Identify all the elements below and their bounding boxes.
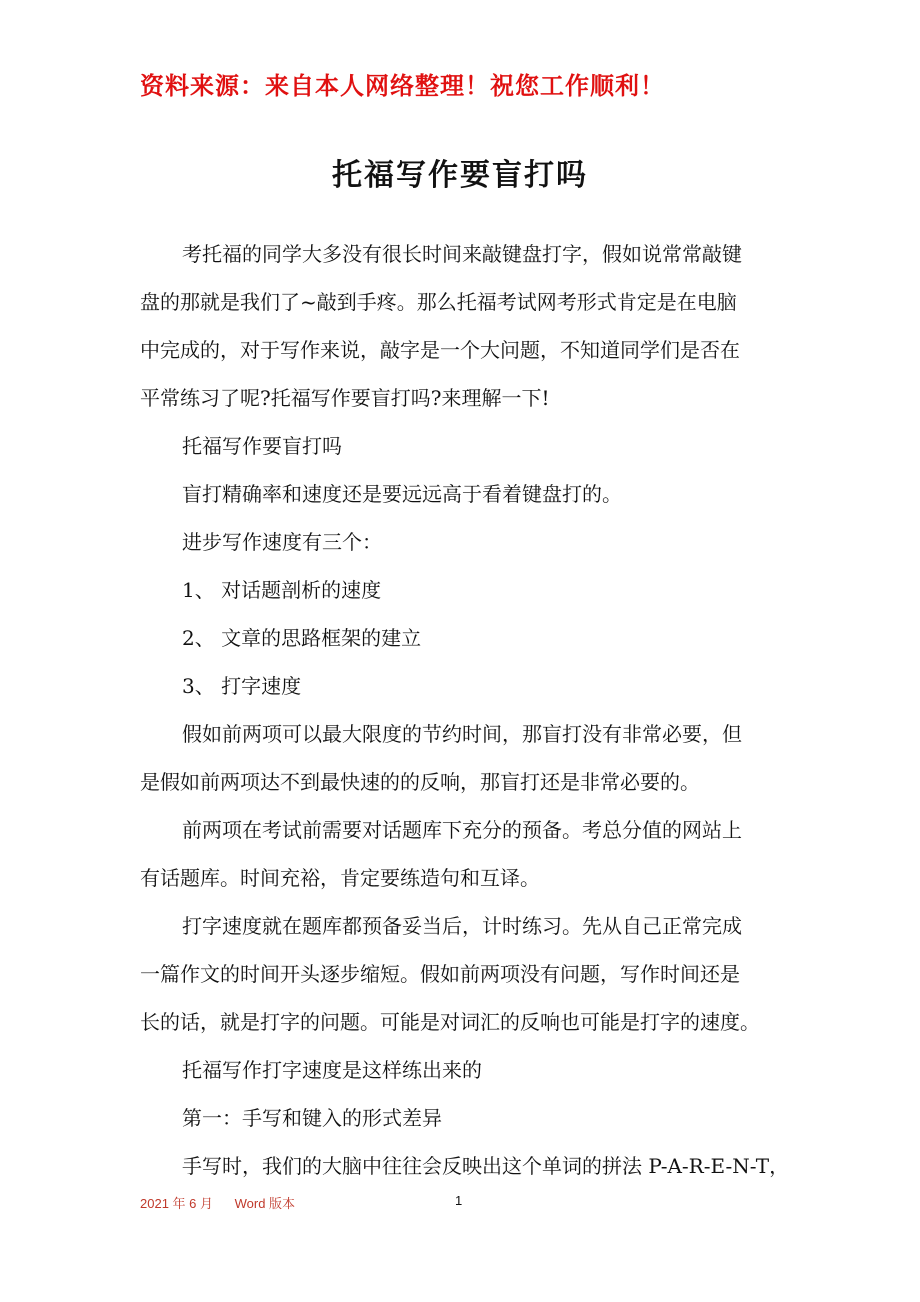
paragraph-line: 一篇作文的时间开头逐步缩短。假如前两项没有问题，写作时间还是 [140,962,740,986]
page-number: 1 [455,1193,463,1208]
source-header: 资料来源：来自本人网络整理！祝您工作顺利！ [140,72,665,100]
paragraph-line: 进步写作速度有三个： [182,530,382,554]
paragraph-line: 前两项在考试前需要对话题库下充分的预备。考总分值的网站上 [182,818,742,842]
section-heading: 托福写作打字速度是这样练出来的 [182,1058,482,1082]
list-item: 1、 对话题剖析的速度 [182,578,382,602]
document-body [140,230,788,1190]
paragraph-line: 中完成的，对于写作来说，敲字是一个大问题，不知道同学们是否在 [140,338,740,362]
paragraph-line: 手写时，我们的大脑中往往会反映出这个单词的拼法 P-A-R-E-N-T， [182,1154,790,1178]
section-heading: 托福写作要盲打吗 [182,434,342,458]
list-item: 2、 文章的思路框架的建立 [182,626,422,650]
paragraph-line: 打字速度就在题库都预备妥当后，计时练习。先从自己正常完成 [182,914,742,938]
footer-version: Word 版本 [234,1196,296,1211]
document-title: 托福写作要盲打吗 [332,158,588,193]
footer-date: 2021 年 6 月 [140,1196,213,1211]
paragraph-line: 长的话，就是打字的问题。可能是对词汇的反响也可能是打字的速度。 [140,1010,760,1034]
paragraph-line: 是假如前两项达不到最快速的的反响，那盲打还是非常必要的。 [140,770,700,794]
paragraph-line: 考托福的同学大多没有很长时间来敲键盘打字，假如说常常敲键 [182,242,742,266]
paragraph-line: 有话题库。时间充裕，肯定要练造句和互译。 [140,866,540,890]
page-footer [140,1193,295,1212]
paragraph-line: 盲打精确率和速度还是要远远高于看着键盘打的。 [182,482,622,506]
paragraph-line: 平常练习了呢?托福写作要盲打吗?来理解一下! [140,386,550,410]
paragraph-line: 盘的那就是我们了~敲到手疼。那么托福考试网考形式肯定是在电脑 [140,290,737,314]
paragraph-line: 假如前两项可以最大限度的节约时间，那盲打没有非常必要，但 [182,722,742,746]
paragraph-line: 第一：手写和键入的形式差异 [182,1106,442,1130]
list-item: 3、 打字速度 [182,674,302,698]
